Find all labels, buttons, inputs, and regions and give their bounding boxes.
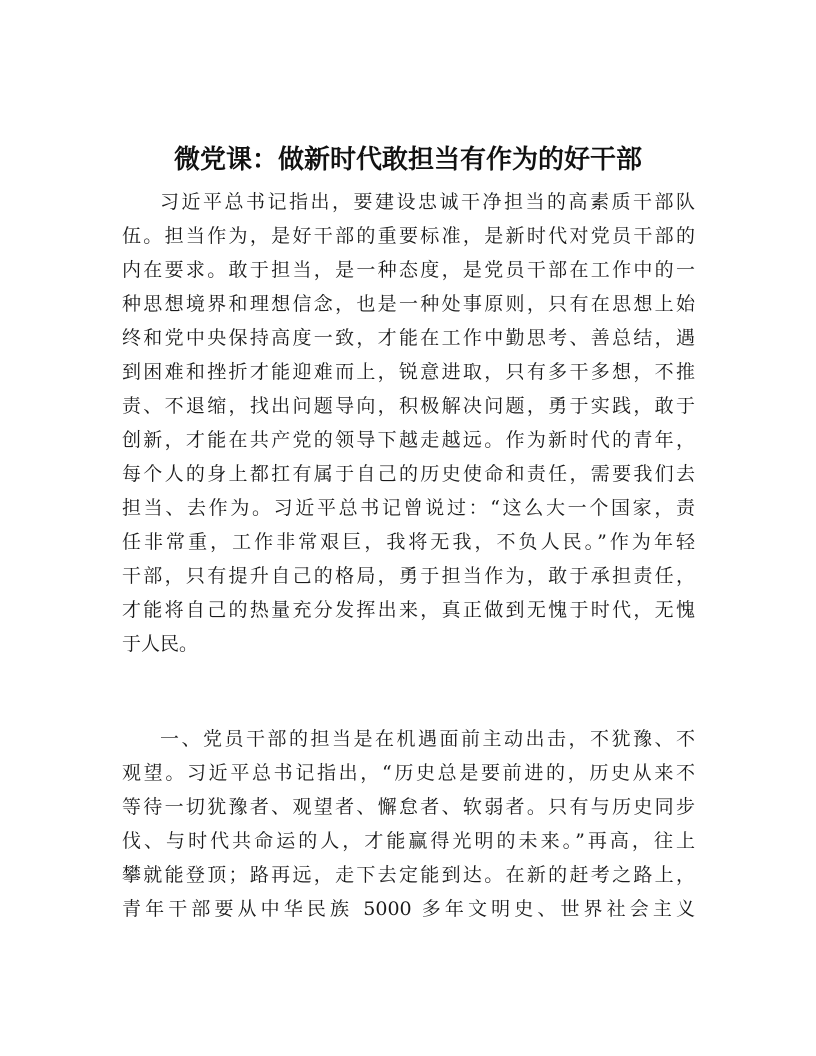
text-line: 干部，只有提升自己的格局，勇于担当作为，敢于承担责任， xyxy=(122,565,695,587)
document-title: 微党课：做新时代敢担当有作为的好干部 xyxy=(173,145,642,175)
paragraph-1 xyxy=(122,185,695,661)
text-line: 任非常重，工作非常艰巨，我将无我，不负人民。”作为年轻 xyxy=(122,531,695,553)
text-line: 观望。习近平总书记指出，“历史总是要前进的，历史从来不 xyxy=(122,762,695,784)
text-line: 才能将自己的热量充分发挥出来，真正做到无愧于时代，无愧 xyxy=(122,599,695,621)
text-line: 每个人的身上都扛有属于自己的历史使命和责任，需要我们去 xyxy=(122,463,695,485)
text-line: 伐、与时代共命运的人，才能赢得光明的未来。”再高，往上 xyxy=(122,830,695,852)
paragraph-2 xyxy=(122,722,695,926)
text-line: 担当、去作为。习近平总书记曾说过：“这么大一个国家，责 xyxy=(122,497,695,519)
text-line: 种思想境界和理想信念，也是一种处事原则，只有在思想上始 xyxy=(122,293,695,315)
text-line: 到困难和挫折才能迎难而上，锐意进取，只有多干多想，不推 xyxy=(122,361,695,383)
text-line: 攀就能登顶；路再远，走下去定能到达。在新的赶考之路上， xyxy=(122,864,695,886)
text-line: 创新，才能在共产党的领导下越走越远。作为新时代的青年， xyxy=(122,429,695,451)
text-line: 责、不退缩，找出问题导向，积极解决问题，勇于实践，敢于 xyxy=(122,395,695,417)
text-line: 一、党员干部的担当是在机遇面前主动出击，不犹豫、不 xyxy=(160,728,695,750)
text-line: 等待一切犹豫者、观望者、懈怠者、软弱者。只有与历史同步 xyxy=(122,796,695,818)
text-line: 于人民。 xyxy=(122,633,199,655)
text-line: 习近平总书记指出，要建设忠诚干净担当的高素质干部队 xyxy=(160,191,695,213)
text-line: 伍。担当作为，是好干部的重要标准，是新时代对党员干部的 xyxy=(122,225,695,247)
text-line: 内在要求。敢于担当，是一种态度，是党员干部在工作中的一 xyxy=(122,259,695,281)
text-line: 青年干部要从中华民族 5000 多年文明史、世界社会主义 xyxy=(122,898,695,920)
text-line: 终和党中央保持高度一致，才能在工作中勤思考、善总结，遇 xyxy=(122,327,695,349)
